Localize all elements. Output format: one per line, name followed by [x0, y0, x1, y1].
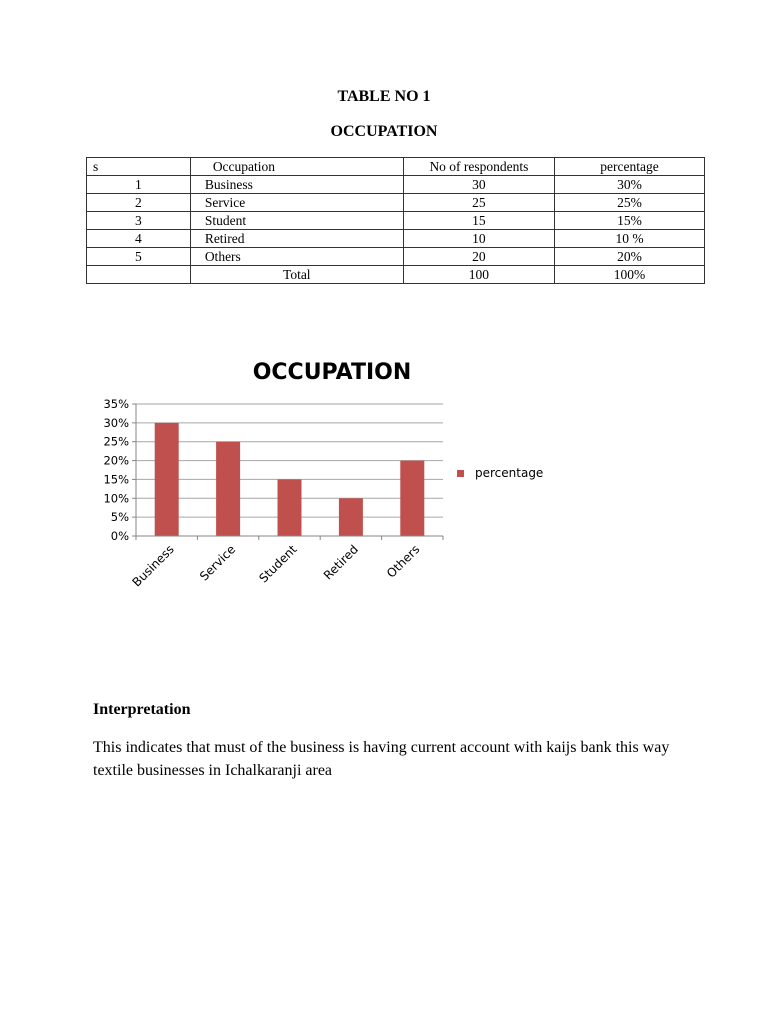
y-tick-label: 15% [103, 472, 129, 487]
respondents-cell: 20 [403, 248, 554, 266]
y-tick-label: 20% [103, 453, 129, 468]
percentage-cell: 20% [555, 248, 705, 266]
interpretation-heading: Interpretation [93, 701, 191, 718]
y-tick-label: 25% [103, 434, 129, 449]
serial-cell: 4 [87, 230, 191, 248]
serial-cell: 3 [87, 212, 191, 230]
respondents-cell: 10 [403, 230, 554, 248]
total-serial-cell [87, 266, 191, 284]
respondents-cell: 15 [403, 212, 554, 230]
legend-swatch [457, 470, 464, 477]
occupation-cell: Others [190, 248, 403, 266]
x-tick-label: Student [256, 542, 300, 586]
table-header-row [87, 158, 705, 176]
legend-label: percentage [475, 466, 544, 480]
occupation-bar-chart [86, 340, 606, 610]
bar-others [400, 461, 424, 536]
y-tick-label: 10% [103, 491, 129, 506]
chart-title: OCCUPATION [252, 360, 412, 385]
percentage-cell: 15% [555, 212, 705, 230]
percentage-cell: 30% [555, 176, 705, 194]
occupation-cell: Student [190, 212, 403, 230]
serial-cell: 1 [87, 176, 191, 194]
total-percentage-cell: 100% [555, 266, 705, 284]
table-row [87, 194, 705, 212]
header-respondents: No of respondents [403, 158, 554, 176]
respondents-cell: 25 [403, 194, 554, 212]
occupation-cell: Business [190, 176, 403, 194]
y-tick-label: 35% [103, 397, 129, 411]
occupation-table [86, 157, 705, 284]
header-serial: s [87, 158, 191, 176]
y-tick-label: 30% [103, 415, 129, 430]
bar-retired [339, 498, 363, 536]
total-label-cell: Total [190, 266, 403, 284]
y-tick-label: 5% [110, 510, 129, 525]
table-row [87, 248, 705, 266]
bar-business [155, 423, 179, 536]
x-tick-label: Retired [320, 542, 362, 583]
table-row [87, 230, 705, 248]
bar-student [278, 479, 302, 536]
percentage-cell: 25% [555, 194, 705, 212]
x-tick-label: Service [196, 542, 239, 584]
table-title: TABLE NO 1 [337, 88, 431, 105]
serial-cell: 5 [87, 248, 191, 266]
serial-cell: 2 [87, 194, 191, 212]
total-respondents-cell: 100 [403, 266, 554, 284]
x-tick-label: Business [129, 542, 177, 590]
y-tick-label: 0% [110, 529, 129, 543]
chart-legend [457, 466, 543, 480]
x-axis-ticks [130, 536, 443, 590]
header-percentage: percentage [555, 158, 705, 176]
occupation-cell: Retired [190, 230, 403, 248]
respondents-cell: 30 [403, 176, 554, 194]
interpretation-body: This indicates that must of the business is having current account with kaijs bank this way textile businesses in Ichalkaranji area [93, 739, 670, 779]
y-axis-ticks [103, 397, 136, 543]
x-tick-label: Others [384, 542, 423, 581]
table-subtitle: OCCUPATION [330, 123, 438, 140]
table-row [87, 176, 705, 194]
table-row [87, 212, 705, 230]
bar-service [216, 442, 240, 536]
percentage-cell: 10 % [555, 230, 705, 248]
header-occupation: Occupation [190, 158, 403, 176]
occupation-cell: Service [190, 194, 403, 212]
table-total-row [87, 266, 705, 284]
